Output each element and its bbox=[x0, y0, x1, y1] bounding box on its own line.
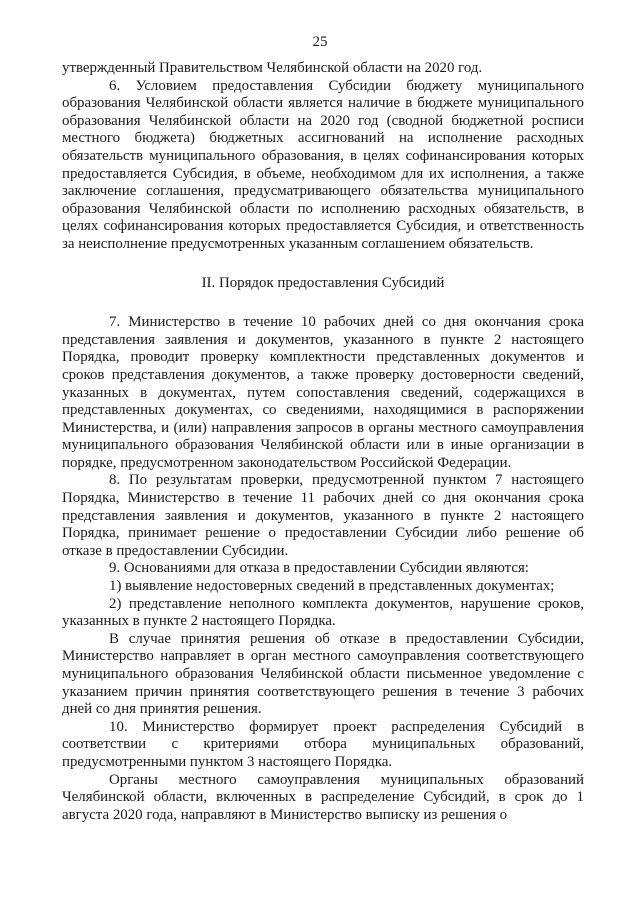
section-heading: II. Порядок предоставления Субсидий bbox=[201, 274, 445, 291]
document-body bbox=[62, 60, 584, 824]
page-number: 25 bbox=[312, 34, 328, 50]
paragraph-item-7: 7. Министерство в течение 10 рабочих дней со дня окончания срока представления заявления и документов, указанного в пункте 2 настоящего Порядка, проводит проверку комплектности представленных документов и сроков представления документов, а также проверку достоверности сведений, указанных в документах, путем сопоставления сведений, содержащихся в представленных документах, со сведениями, находящимися в распоряжении Министерства, и (или) направления запросов в органы местного самоуправления муниципального образования Челябинской области или в иные организации в порядке, предусмотренном законодательством Российской Федерации. bbox=[62, 314, 584, 471]
list-item-1: 1) выявление недостоверных сведений в представленных документах; bbox=[109, 578, 555, 595]
paragraph-continuation: утвержденный Правительством Челябинской области на 2020 год. bbox=[62, 60, 483, 76]
paragraph-local-authorities: Органы местного самоуправления муниципальных образований Челябинской области, включенных в распределение Субсидий, в срок до 1 августа 2020 года, направляют в Министерство выписку из решения о bbox=[62, 771, 584, 823]
paragraph-refusal: В случае принятия решения об отказе в предоставлении Субсидии, Министерство направляет в орган местного самоуправления соответствующего муниципального образования Челябинской области письменное уведомление с указанием причин принятия соответствующего решения в течение 3 рабочих дней со дня принятия решения. bbox=[62, 630, 584, 718]
paragraph-item-8: 8. По результатам проверки, предусмотренной пунктом 7 настоящего Порядка, Министерство в течение 11 рабочих дней со дня окончания срока представления заявления и документов, указанного в пункте 2 настоящего Порядка, принимает решение о предоставлении Субсидии либо решение об отказе в предоставлении Субсидии. bbox=[62, 472, 584, 559]
paragraph-item-6: 6. Условием предоставления Субсидии бюджету муниципального образования Челябинской области является наличие в бюджете муниципального образования Челябинской области на 2020 год (сводной бюджетной росписи местного бюджета) бюджетных ассигнований на исполнение расходных обязательств муниципального образования, в целях софинансирования которых предоставляется Субсидия, в объеме, необходимом для их исполнения, а также заключение соглашения, предусматривающего обязательства муниципального образования Челябинской области по исполнению расходных обязательств, в целях софинансирования которых предоставляется Субсидия, и ответственность за неисполнение предусмотренных указанным соглашением обязательств. bbox=[62, 77, 584, 252]
paragraph-item-9: 9. Основаниями для отказа в предоставлении Субсидии являются: bbox=[109, 560, 529, 577]
paragraph-item-10: 10. Министерство формирует проект распределения Субсидий в соответствии с критериями отбора муниципальных образований, предусмотренными пунктом 3 настоящего Порядка. bbox=[62, 718, 584, 770]
list-item-2: 2) представление неполного комплекта документов, нарушение сроков, указанных в пункте 2 настоящего Порядка. bbox=[62, 595, 584, 630]
